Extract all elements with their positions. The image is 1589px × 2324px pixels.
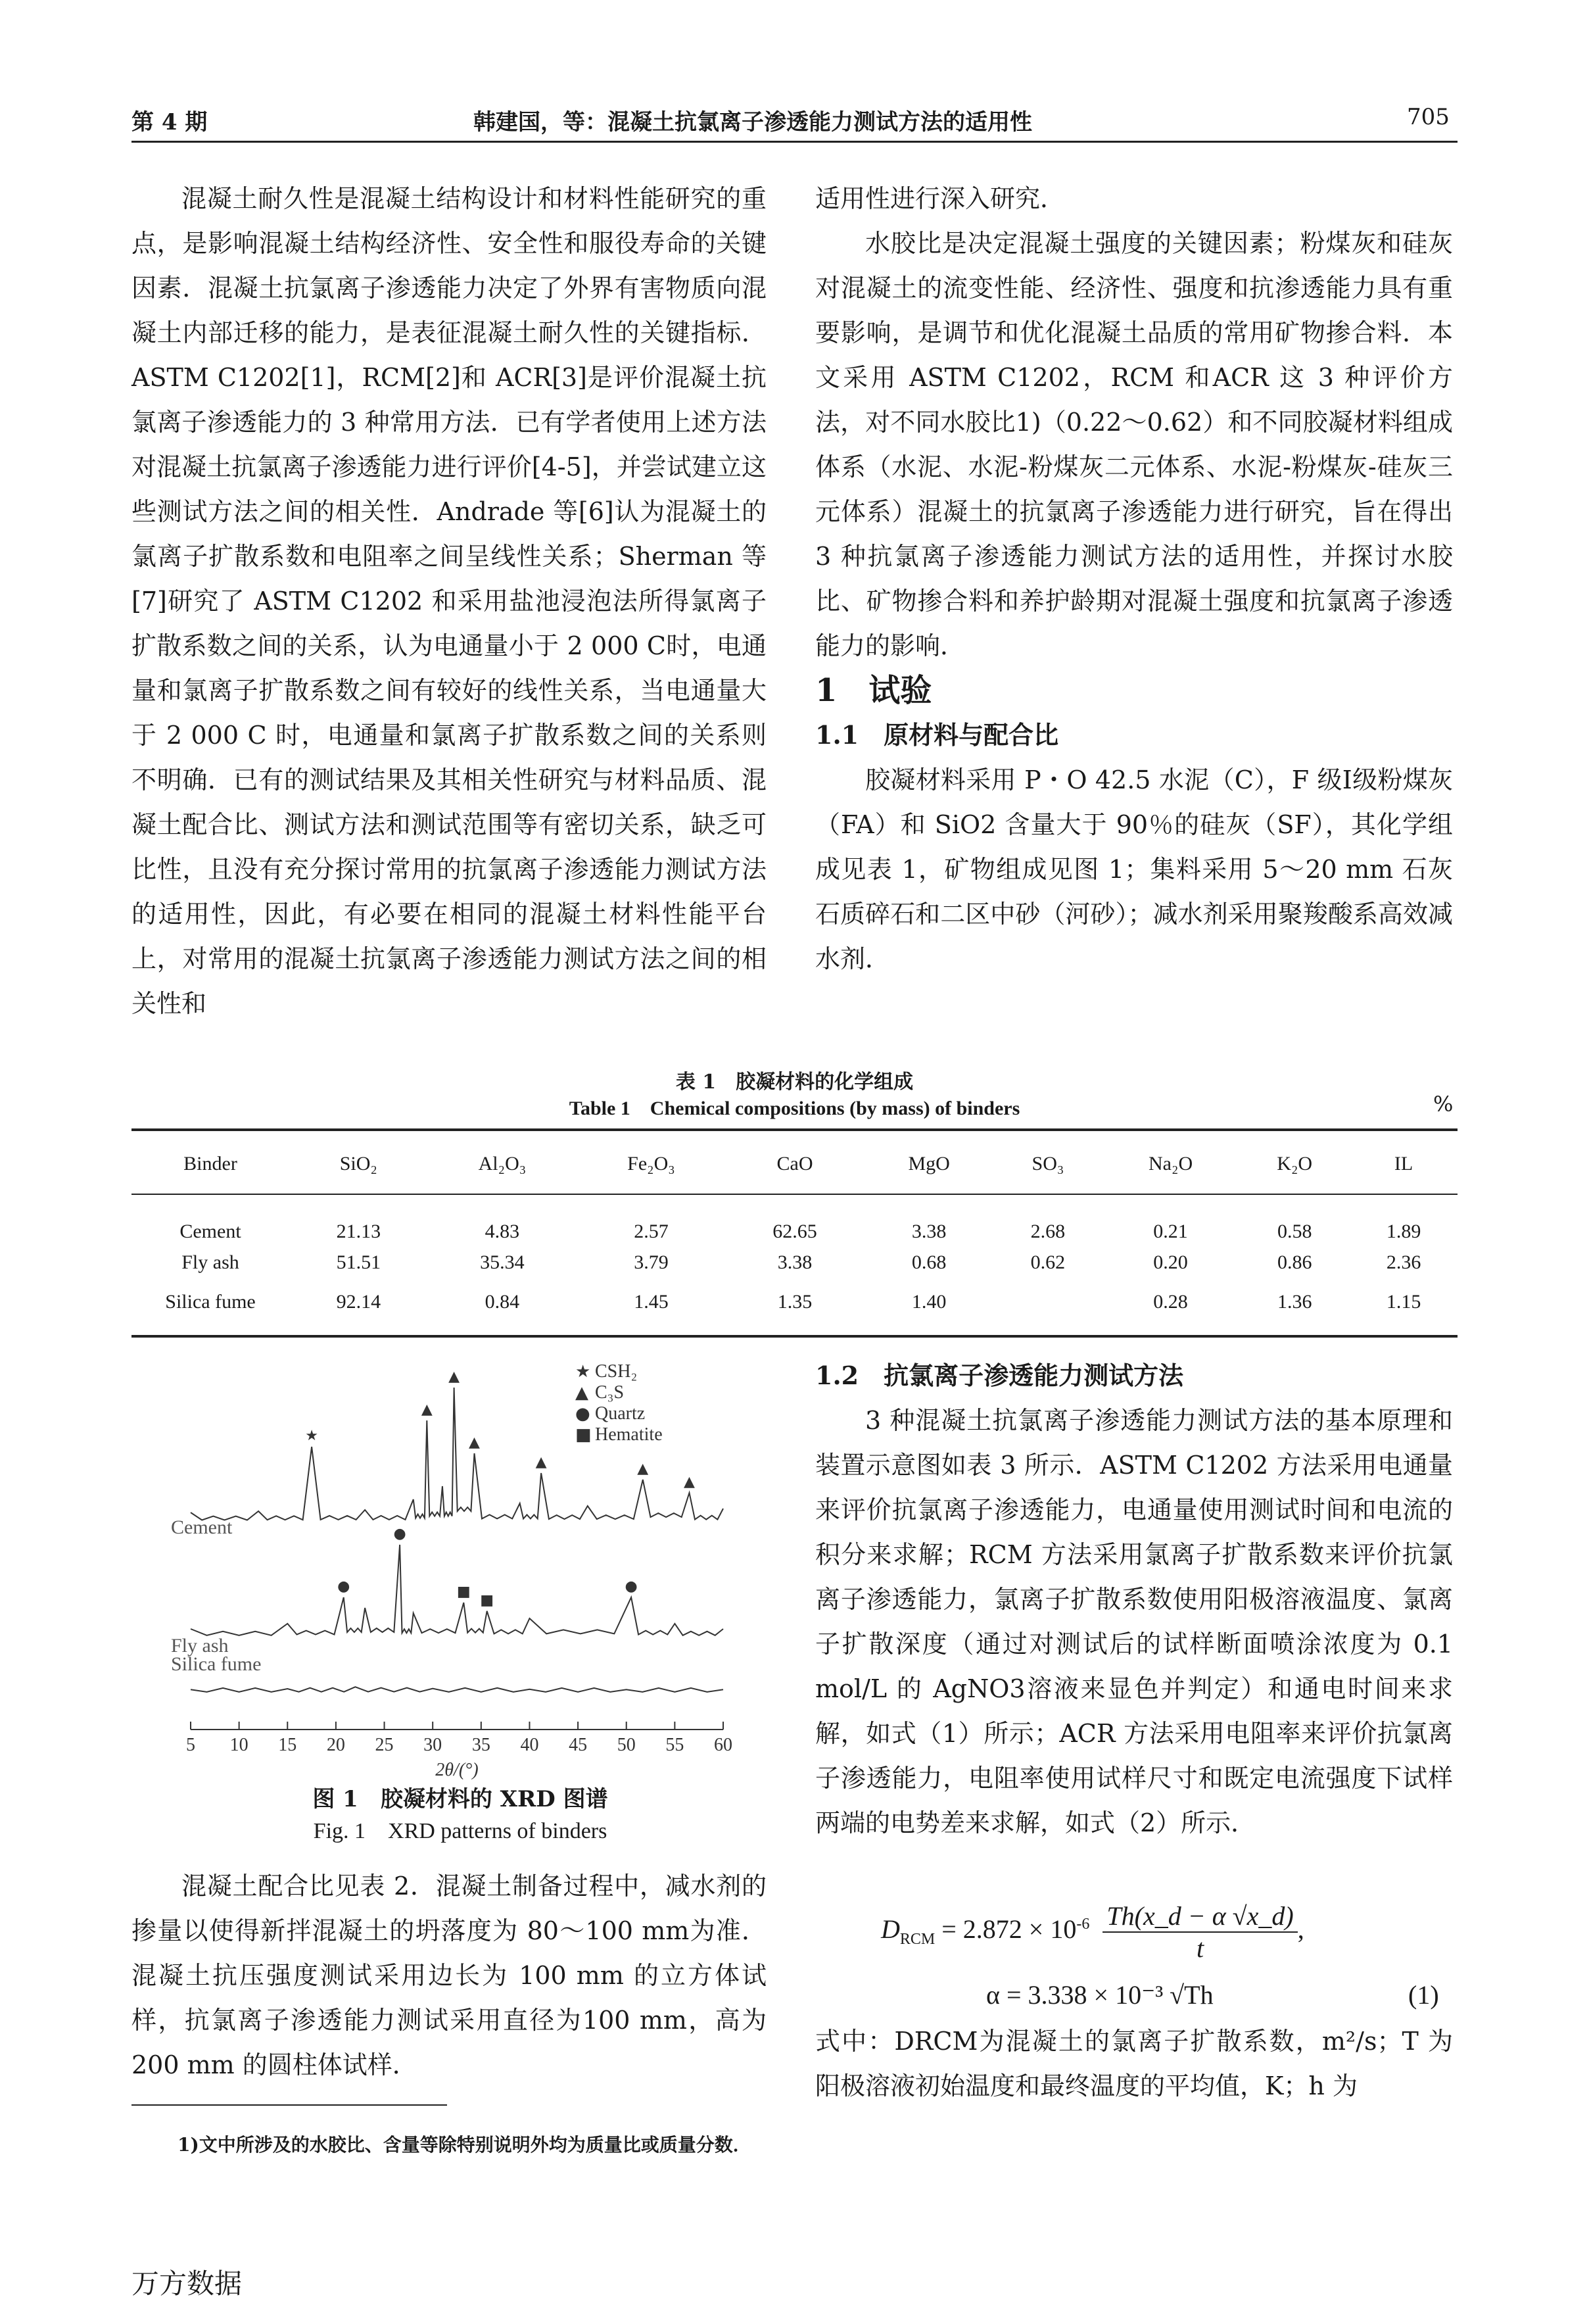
- table1-cell: 2.68: [1030, 1221, 1066, 1242]
- table1-header: CaO: [776, 1152, 813, 1174]
- formula-alpha: [986, 1979, 1214, 2010]
- formula-lhs: D: [881, 1914, 900, 1945]
- watermark: 万方数据: [131, 2267, 243, 2300]
- xrd-legend-label: C₃S: [595, 1382, 625, 1403]
- table1-cell: 1.45: [634, 1291, 669, 1313]
- table1-header-row: [131, 1134, 1458, 1194]
- table1-cell: 0.84: [485, 1291, 520, 1313]
- section-1-1-heading: 1.1 原材料与配合比: [815, 720, 1059, 750]
- table1-cell: 0.28: [1153, 1291, 1188, 1313]
- table1-header: Al₂O₃: [478, 1152, 527, 1174]
- xrd-peak-marker: ▲: [535, 1454, 547, 1470]
- xrd-x-tick-label: 30: [423, 1735, 442, 1755]
- where-paragraph: 式中：DRCM为混凝土的氯离子扩散系数，m²/s；T 为阳极溶液初始温度和最终温度的平均值，K；h 为: [815, 2027, 1453, 2100]
- table1-cell: 51.51: [336, 1251, 381, 1273]
- issue-number: 第 4 期: [131, 109, 208, 135]
- table1-cell: 1.35: [777, 1291, 813, 1313]
- table1-caption-cn: 表 1 胶凝材料的化学组成: [675, 1071, 914, 1094]
- xrd-x-tick-label: 55: [665, 1735, 684, 1755]
- table1-cell: [994, 1282, 1102, 1322]
- xrd-x-tick-label: 10: [229, 1735, 249, 1755]
- xrd-x-tick-label: 60: [714, 1735, 732, 1755]
- right-column-top: [815, 176, 1453, 981]
- table1-cell: 0.21: [1153, 1221, 1188, 1242]
- table1-cell: 2.57: [634, 1221, 669, 1242]
- table1-cell: 1.36: [1277, 1291, 1312, 1313]
- xrd-peak-marker: ▲: [683, 1474, 695, 1490]
- table1-row: [131, 1282, 1458, 1322]
- table1-bottom-rule: [131, 1335, 1458, 1338]
- xrd-x-tick-label: 50: [617, 1735, 636, 1755]
- xrd-peak-marker: ▲: [448, 1368, 460, 1385]
- table1-header: Fe₂O₃: [627, 1152, 675, 1174]
- formula-number: (1): [1408, 1980, 1439, 2010]
- formula-numerator: Th(x_d − α √x_d): [1103, 1900, 1297, 1933]
- xrd-peak-marker: ■: [456, 1584, 471, 1600]
- formula-alpha-expr: α = 3.338 × 10⁻³ √Th: [986, 1980, 1214, 2010]
- formula-fraction: [1103, 1900, 1297, 1964]
- left-column-top: [131, 176, 767, 1026]
- table1-cell: 0.58: [1277, 1221, 1312, 1242]
- table1-caption-en: Table 1 Chemical compositions (by mass) of binders: [569, 1098, 1020, 1119]
- table1-cell: 1.89: [1386, 1221, 1421, 1242]
- xrd-x-label: 2θ/(°): [435, 1760, 479, 1780]
- table1-cell: 0.20: [1153, 1251, 1188, 1273]
- table1-header: MgO: [908, 1152, 950, 1174]
- xrd-peak-marker: ■: [480, 1591, 494, 1609]
- table1-cell: Silica fume: [165, 1291, 256, 1313]
- xrd-x-tick-label: 35: [471, 1735, 490, 1755]
- header-rule: [131, 141, 1458, 143]
- xrd-peak-marker: ★: [305, 1428, 318, 1444]
- table1-cell: 3.38: [911, 1221, 947, 1242]
- intro-paragraph: 混凝土耐久性是混凝土结构设计和材料性能研究的重点，是影响混凝土结构经济性、安全性和服役寿命的关键因素．混凝土抗氯离子渗透能力决定了外界有害物质向混凝土内部迁移的能力，是表征混凝土耐久性的关键指标．ASTM C1202[1]，RCM[2]和 ACR[3]是评价混凝土抗氯离子渗透能力的 3 种常用方法．已有学者使用上述方法对混凝土抗氯离子渗透能力进行评价[4-5]，并尝试建立这些测试方法之间的相关性．Andrade 等[6]认为混凝土的氯离子扩散系数和电阻率之间呈线性关系；Sherman 等[7]研究了 ASTM C1202 和采用盐池浸泡法所得氯离子扩散系数之间的关系，认为电通量小于 2 000 C时，电通量和氯离子扩散系数之间有较好的线性关系，当电通量大于 2 000 C 时，电通量和氯离子扩散系数之间的关系则不明确．已有的测试结果及其相关性研究与材料品质、混凝土配合比、测试方法和测试范围等有密切关系，缺乏可比性，且没有充分探讨常用的抗氯离子渗透能力测试方法的适用性，因此，有必要在相同的混凝土材料性能平台上，对常用的混凝土抗氯离子渗透能力测试方法之间的相关性和: [131, 184, 767, 1018]
- footnote-rule: [131, 2104, 447, 2106]
- xrd-legend-label: Hematite: [595, 1424, 663, 1445]
- table1-unit: %: [1433, 1092, 1454, 1117]
- table1-row: [131, 1197, 1458, 1243]
- figure1-caption-en: Fig. 1 XRD patterns of binders: [313, 1819, 607, 1843]
- table1-header: K₂O: [1277, 1152, 1313, 1174]
- xrd-series-label: Cement: [171, 1516, 233, 1538]
- xrd-peak-marker: ●: [625, 1578, 638, 1595]
- section-1-heading: 1 试验: [815, 672, 932, 709]
- binder-paragraph: 水胶比是决定混凝土强度的关键因素；粉煤灰和硅灰对混凝土的流变性能、经济性、强度和抗渗透能力具有重要影响，是调节和优化混凝土品质的常用矿物掺合料．本文采用 ASTM C1202，RCM 和ACR 这 3 种评价方法，对不同水胶比1)（0.22～0.62）和不同胶凝材料组成体系（水泥、水泥-粉煤灰二元体系、水泥-粉煤灰-硅灰三元体系）混凝土的抗氯离子渗透能力进行研究，旨在得出 3 种抗氯离子渗透能力测试方法的适用性，并探讨水胶比、矿物掺合料和养护龄期对混凝土强度和抗氯离子渗透能力的影响．: [815, 229, 1453, 660]
- xrd-legend-symbol: ▲: [575, 1383, 588, 1403]
- figure1-caption-cn: 图 1 胶凝材料的 XRD 图谱: [312, 1786, 608, 1812]
- formula-where: [815, 2019, 1453, 2108]
- page-number: 705: [1407, 104, 1450, 130]
- table1-cell: 62.65: [772, 1221, 817, 1242]
- formula-drcm: $D_{RCM} = 2.872 \times 10^{-6}$ $\frac{Th(x\_d - \alpha √x\_d)}{t}$ ,: [881, 1901, 1304, 1963]
- table1-cell: 2.36: [1386, 1251, 1421, 1273]
- table1-cell: 92.14: [336, 1291, 381, 1313]
- xrd-x-tick-label: 15: [278, 1735, 297, 1755]
- xrd-x-tick-label: 25: [375, 1735, 394, 1755]
- formula-constant: = 2.872 × 10: [941, 1914, 1077, 1945]
- table1-cell: 0.68: [911, 1251, 947, 1273]
- table1-cell: 1.15: [1386, 1291, 1421, 1313]
- table1: [131, 1134, 1458, 1322]
- right-column-bottom: [815, 1353, 1453, 1845]
- running-title: 韩建国，等：混凝土抗氯离子渗透能力测试方法的适用性: [473, 109, 1032, 135]
- xrd-legend-label: Quartz: [595, 1403, 646, 1424]
- table1-header: IL: [1394, 1152, 1413, 1174]
- table1-header: Binder: [183, 1152, 237, 1174]
- table1-cell: 0.86: [1277, 1251, 1312, 1273]
- table1-cell: Cement: [179, 1221, 241, 1242]
- xrd-legend-label: CSH₂: [595, 1361, 638, 1382]
- table1-cell: Fly ash: [181, 1251, 239, 1273]
- table1-cell: 21.13: [336, 1221, 381, 1242]
- intro-continued: 适用性进行深入研究．: [815, 184, 1066, 213]
- section-1-2-heading: 1.2 抗氯离子渗透能力测试方法: [815, 1361, 1184, 1390]
- table1-top-rule: [131, 1128, 1458, 1131]
- left-column-bottom: [131, 1864, 767, 2087]
- xrd-series-line: [191, 1687, 723, 1692]
- formula-denominator: t: [1196, 1933, 1204, 1963]
- formula-exponent: -6: [1076, 1915, 1090, 1933]
- xrd-peak-marker: ●: [337, 1578, 350, 1595]
- xrd-legend-symbol: ●: [575, 1404, 590, 1424]
- table1-header: Na₂O: [1149, 1152, 1193, 1174]
- xrd-series-label: Silica fume: [171, 1653, 262, 1675]
- xrd-legend-symbol: ★: [575, 1362, 591, 1382]
- xrd-chart: [171, 1361, 736, 1782]
- table1-header: SO₃: [1032, 1152, 1064, 1174]
- materials-paragraph: 胶凝材料采用 P・O 42.5 水泥（C），F 级Ⅰ级粉煤灰（FA）和 SiO2 含量大于 90％的硅灰（SF），其化学组成见表 1，矿物组成见图 1；集料采用 5～20 mm 石灰石质碎石和二区中砂（河砂）；减水剂采用聚羧酸系高效减水剂．: [815, 765, 1453, 973]
- footnote: 1)文中所涉及的水胶比、含量等除特别说明外均为质量比或质量分数．: [178, 2134, 751, 2156]
- table1-cell: 3.79: [634, 1251, 669, 1273]
- mix-paragraph: 混凝土配合比见表 2．混凝土制备过程中，减水剂的掺量以使得新拌混凝土的坍落度为 80～100 mm为准．混凝土抗压强度测试采用边长为 100 mm 的立方体试样，抗氯离子渗透能力测试采用直径为100 mm，高为 200 mm 的圆柱体试样．: [131, 1872, 767, 2079]
- xrd-x-tick-label: 5: [186, 1735, 195, 1755]
- table1-cell: 35.34: [480, 1251, 525, 1273]
- formula-lhs-sub: RCM: [899, 1931, 936, 1949]
- table1-cell: 1.40: [911, 1291, 947, 1313]
- xrd-x-tick-label: 40: [520, 1735, 539, 1755]
- xrd-peak-marker: ▲: [469, 1434, 480, 1451]
- methods-paragraph: 3 种混凝土抗氯离子渗透能力测试方法的基本原理和装置示意图如表 3 所示．ASTM C1202 方法采用电通量来评价抗氯离子渗透能力，电通量使用测试时间和电流的积分来求解；RCM 方法采用氯离子扩散系数来评价抗氯离子渗透能力，氯离子扩散系数使用阳极溶液温度、氯离子扩散深度（通过对测试后的试样断面喷涂浓度为 0.1 mol/L 的 AgNO3溶液来显色并判定）和通电时间来求解，如式（1）所示；ACR 方法采用电阻率来评价抗氯离子渗透能力，电阻率使用试样尺寸和既定电流强度下试样两端的电势差来求解，如式（2）所示．: [815, 1406, 1453, 1837]
- table1-cell: 0.62: [1030, 1251, 1066, 1273]
- xrd-peak-marker: ▲: [637, 1461, 649, 1477]
- table1-header: SiO₂: [339, 1152, 377, 1174]
- table1-row: [131, 1243, 1458, 1282]
- xrd-x-tick-label: 45: [569, 1735, 588, 1755]
- xrd-series-label: Fly ash: [171, 1635, 229, 1657]
- xrd-peak-marker: ●: [393, 1526, 406, 1542]
- xrd-x-tick-label: 20: [326, 1735, 345, 1755]
- xrd-peak-marker: ▲: [421, 1401, 433, 1418]
- xrd-legend-symbol: ■: [575, 1425, 592, 1445]
- table1-cell: 3.38: [777, 1251, 813, 1273]
- table1-cell: 4.83: [485, 1221, 520, 1242]
